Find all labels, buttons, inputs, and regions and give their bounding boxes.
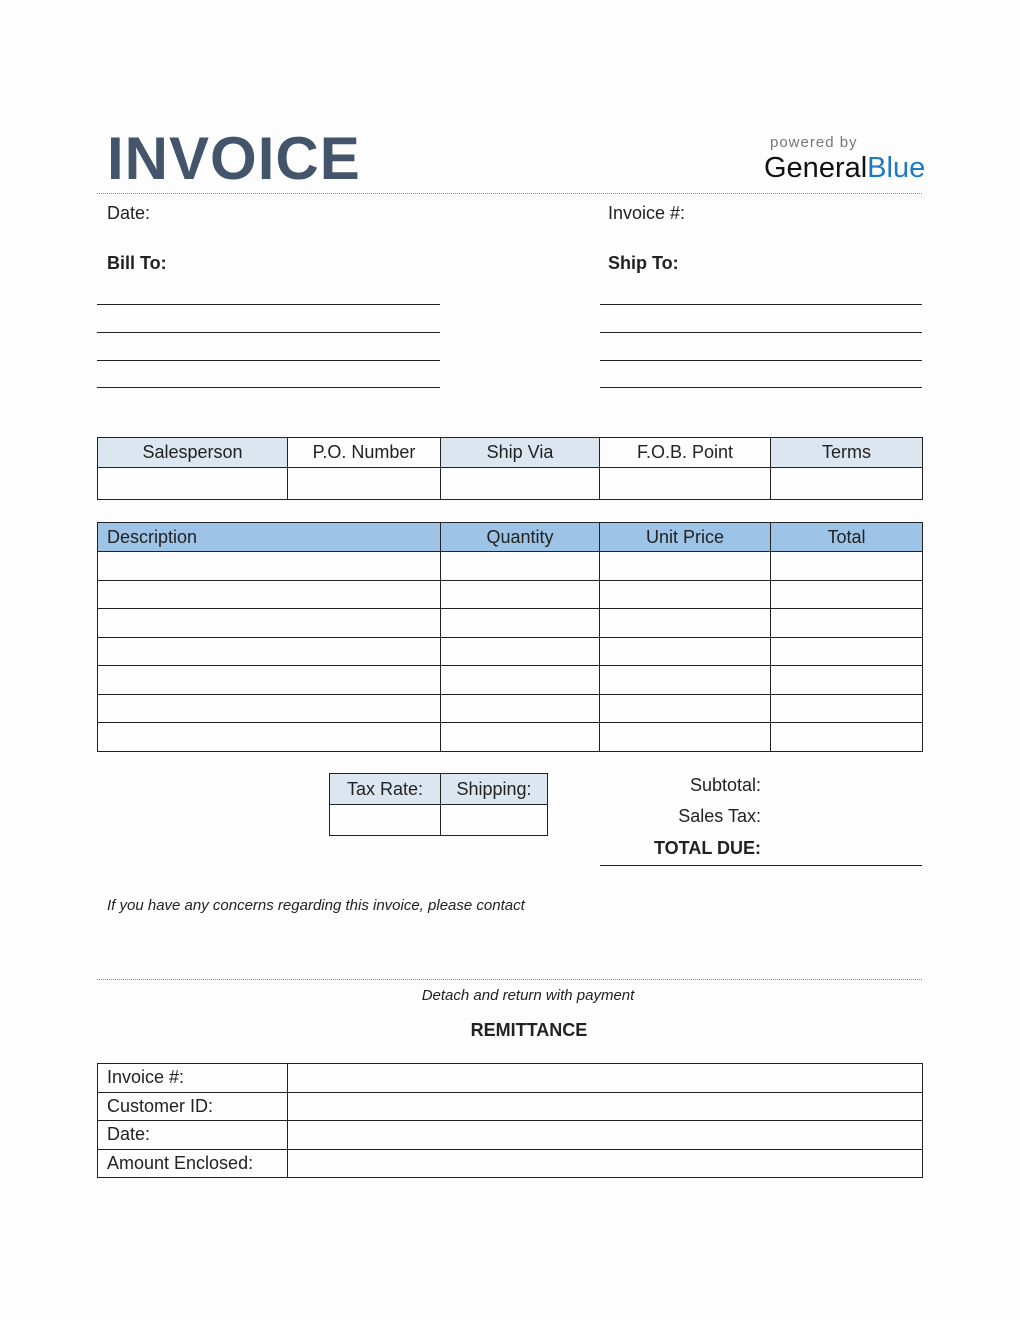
item-row bbox=[98, 580, 923, 609]
total-cell[interactable] bbox=[771, 580, 923, 609]
remittance-value[interactable] bbox=[288, 1121, 923, 1150]
divider bbox=[97, 193, 922, 194]
description-cell[interactable] bbox=[98, 580, 441, 609]
remittance-title: REMITTANCE bbox=[470, 1020, 588, 1040]
quantity-cell[interactable] bbox=[441, 694, 600, 723]
remittance-value[interactable] bbox=[288, 1064, 923, 1093]
quantity-cell[interactable] bbox=[441, 666, 600, 695]
info-table bbox=[97, 437, 923, 500]
total-cell[interactable] bbox=[771, 637, 923, 666]
tax-rate-cell[interactable] bbox=[330, 805, 441, 836]
unit-price-cell[interactable] bbox=[600, 694, 771, 723]
address-line[interactable] bbox=[600, 332, 922, 333]
bill-to-label: Bill To: bbox=[107, 253, 167, 273]
total-cell[interactable] bbox=[771, 666, 923, 695]
header-unit-price: Unit Price bbox=[600, 523, 771, 552]
description-cell[interactable] bbox=[98, 637, 441, 666]
total-cell[interactable] bbox=[771, 694, 923, 723]
item-row bbox=[98, 552, 923, 581]
total-due-label: TOTAL DUE: bbox=[654, 838, 761, 858]
address-line[interactable] bbox=[600, 360, 922, 361]
fob-cell[interactable] bbox=[600, 468, 771, 500]
header-quantity: Quantity bbox=[441, 523, 600, 552]
ship-via-cell[interactable] bbox=[441, 468, 600, 500]
remittance-label: Amount Enclosed: bbox=[98, 1149, 288, 1178]
date-label: Date: bbox=[107, 203, 151, 223]
description-cell[interactable] bbox=[98, 694, 441, 723]
remittance-label: Date: bbox=[98, 1121, 288, 1150]
address-line[interactable] bbox=[97, 360, 440, 361]
description-cell[interactable] bbox=[98, 666, 441, 695]
total-cell[interactable] bbox=[771, 609, 923, 638]
remittance-table bbox=[97, 1063, 923, 1178]
contact-note: If you have any concerns regarding this invoice, please contact bbox=[107, 897, 525, 914]
tax-table bbox=[329, 773, 548, 836]
quantity-cell[interactable] bbox=[441, 552, 600, 581]
po-number-cell[interactable] bbox=[288, 468, 441, 500]
unit-price-cell[interactable] bbox=[600, 580, 771, 609]
item-row bbox=[98, 609, 923, 638]
item-row bbox=[98, 694, 923, 723]
total-cell[interactable] bbox=[771, 552, 923, 581]
subtotal-label: Subtotal: bbox=[689, 775, 761, 795]
detach-note: Detach and return with payment bbox=[421, 987, 635, 1004]
description-cell[interactable] bbox=[98, 723, 441, 752]
unit-price-cell[interactable] bbox=[600, 609, 771, 638]
quantity-cell[interactable] bbox=[441, 609, 600, 638]
quantity-cell[interactable] bbox=[441, 637, 600, 666]
header-fob-point: F.O.B. Point bbox=[600, 438, 771, 468]
terms-cell[interactable] bbox=[771, 468, 923, 500]
item-row bbox=[98, 637, 923, 666]
unit-price-cell[interactable] bbox=[600, 552, 771, 581]
invoice-number-label: Invoice #: bbox=[608, 203, 686, 223]
address-line[interactable] bbox=[600, 304, 922, 305]
quantity-cell[interactable] bbox=[441, 723, 600, 752]
address-line[interactable] bbox=[97, 387, 440, 388]
remittance-value[interactable] bbox=[288, 1092, 923, 1121]
quantity-cell[interactable] bbox=[441, 580, 600, 609]
item-row bbox=[98, 666, 923, 695]
powered-by: powered by bbox=[770, 134, 858, 151]
invoice-title: INVOICE bbox=[107, 125, 361, 192]
total-line bbox=[600, 865, 922, 866]
ship-to-label: Ship To: bbox=[608, 253, 679, 273]
header-terms: Terms bbox=[771, 438, 923, 468]
salesperson-cell[interactable] bbox=[98, 468, 288, 500]
header-ship-via: Ship Via bbox=[441, 438, 600, 468]
remittance-label: Customer ID: bbox=[98, 1092, 288, 1121]
item-row bbox=[98, 723, 923, 752]
header-description: Description bbox=[98, 523, 441, 552]
address-line[interactable] bbox=[600, 387, 922, 388]
unit-price-cell[interactable] bbox=[600, 666, 771, 695]
items-table bbox=[97, 522, 923, 752]
sales-tax-label: Sales Tax: bbox=[678, 806, 761, 826]
unit-price-cell[interactable] bbox=[600, 723, 771, 752]
description-cell[interactable] bbox=[98, 552, 441, 581]
description-cell[interactable] bbox=[98, 609, 441, 638]
header-total: Total bbox=[771, 523, 923, 552]
shipping-cell[interactable] bbox=[441, 805, 548, 836]
header-tax-rate: Tax Rate: bbox=[330, 774, 441, 805]
brand-logo: GeneralBlue bbox=[764, 152, 926, 184]
remittance-label: Invoice #: bbox=[98, 1064, 288, 1093]
address-line[interactable] bbox=[97, 304, 440, 305]
total-cell[interactable] bbox=[771, 723, 923, 752]
detach-line bbox=[97, 979, 922, 980]
remittance-value[interactable] bbox=[288, 1149, 923, 1178]
address-line[interactable] bbox=[97, 332, 440, 333]
header-po-number: P.O. Number bbox=[288, 438, 441, 468]
header-shipping: Shipping: bbox=[441, 774, 548, 805]
unit-price-cell[interactable] bbox=[600, 637, 771, 666]
header-salesperson: Salesperson bbox=[98, 438, 288, 468]
